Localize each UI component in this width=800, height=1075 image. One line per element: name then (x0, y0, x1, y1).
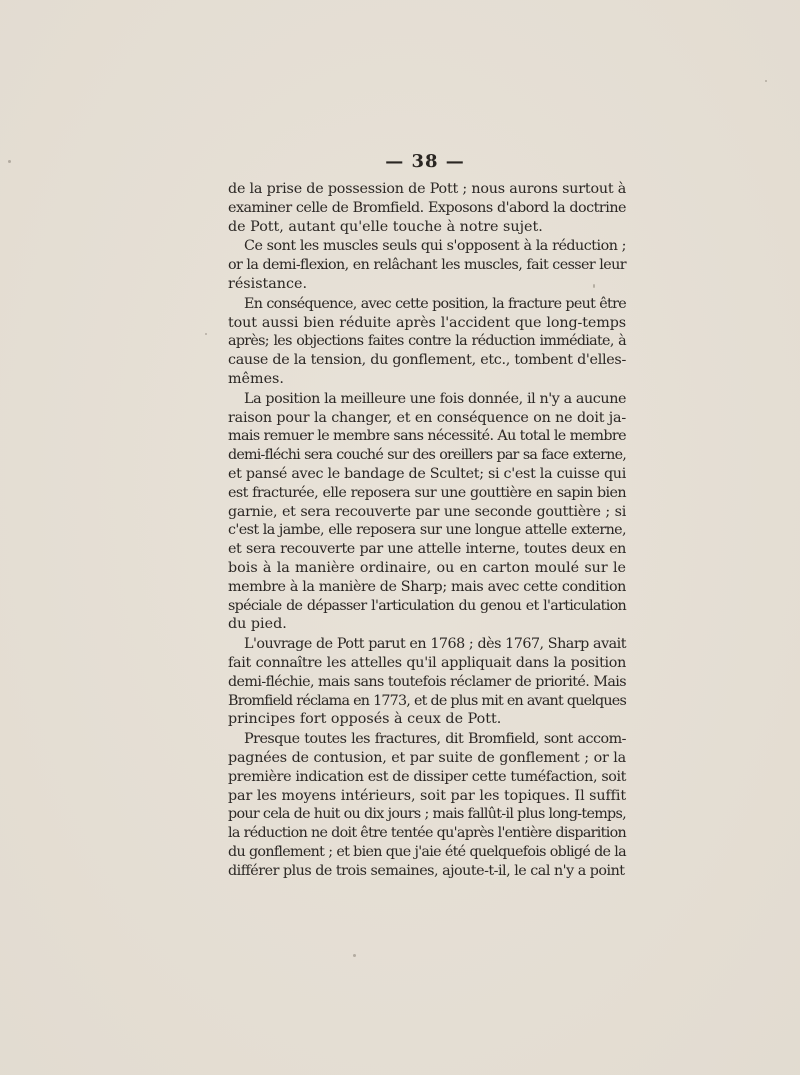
text-line: et sera recouverte par une attelle interne, toutes deux en (228, 541, 626, 558)
text-line: or la demi-flexion, en relâchant les muscles, fait cesser leur (228, 257, 626, 274)
paper-speck (205, 333, 207, 335)
paragraph (228, 635, 626, 729)
text-line: est fracturée, elle reposera sur une gouttière en sapin bien (228, 484, 626, 501)
text-line: pour cela de huit ou dix jours ; mais fallût-il plus long-temps, (228, 806, 626, 823)
text-line: garnie, et sera recouverte par une seconde gouttière ; si (228, 503, 626, 520)
text-line: tout aussi bien réduite après l'accident que long-temps (228, 314, 626, 331)
text-line: c'est la jambe, elle reposera sur une longue attelle externe, (228, 522, 626, 539)
text-line: raison pour la changer, et en conséquence on ne doit ja- (228, 409, 626, 426)
text-line: différer plus de trois semaines, ajoute-t-il, le cal n'y a point (228, 862, 625, 879)
text-line: principes fort opposés à ceux de Pott. (228, 711, 502, 728)
paragraph (228, 730, 626, 880)
text-line: de Pott, autant qu'elle touche à notre sujet. (228, 218, 543, 235)
text-line: membre à la manière de Sharp; mais avec cette condition (228, 578, 626, 595)
text-line: après; les objections faites contre la réduction immédiate, à (228, 333, 626, 350)
text-line: du pied. (228, 616, 287, 633)
text-line: première indication est de dissiper cette tuméfaction, soit (228, 768, 626, 785)
text-line: mêmes. (228, 370, 284, 387)
body-text (228, 180, 626, 880)
text-line: pagnées de contusion, et par suite de gonflement ; or la (228, 749, 626, 766)
text-line: de la prise de possession de Pott ; nous aurons surtout à (228, 181, 627, 197)
text-line: Bromfield réclama en 1773, et de plus mit en avant quelques (228, 692, 626, 709)
text-line: fait connaître les attelles qu'il appliquait dans la position (228, 654, 626, 671)
paragraph (228, 390, 626, 634)
paragraph (228, 180, 626, 236)
text-line: demi-fléchie, mais sans toutefois réclamer de priorité. Mais (228, 673, 626, 690)
paper-speck (353, 954, 356, 957)
paper-speck (765, 80, 767, 82)
text-line: L'ouvrage de Pott parut en 1768 ; dès 1767, Sharp avait (244, 636, 626, 653)
text-line: mais remuer le membre sans nécessité. Au total le membre (228, 428, 627, 445)
text-line: cause de la tension, du gonflement, etc., tombent d'elles- (228, 352, 626, 369)
text-line: examiner celle de Bromfield. Exposons d'abord la doctrine (228, 199, 626, 216)
text-line: demi-fléchi sera couché sur des oreillers par sa face externe, (228, 447, 626, 464)
text-line: Ce sont les muscles seuls qui s'opposent à la réduction ; (244, 238, 626, 255)
text-line: par les moyens intérieurs, soit par les topiques. Il suffit (228, 787, 626, 804)
text-line: du gonflement ; et bien que j'aie été quelquefois obligé de la (228, 843, 626, 860)
text-line: bois à la manière ordinaire, ou en carton moulé sur le (228, 559, 626, 576)
text-line: résistance. (228, 275, 308, 292)
page-number: — 38 — (385, 151, 465, 172)
text-line: En conséquence, avec cette position, la fracture peut être (244, 295, 626, 312)
text-line: spéciale de dépasser l'articulation du genou et l'articulation (228, 597, 626, 614)
paragraph (228, 237, 626, 293)
text-line: et pansé avec le bandage de Scultet; si c'est la cuisse qui (228, 465, 626, 482)
paragraph (228, 295, 626, 389)
text-line: La position la meilleure une fois donnée, il n'y a aucune (244, 390, 627, 407)
text-line: la réduction ne doit être tentée qu'après l'entière disparition (228, 825, 626, 842)
text-line: Presque toutes les fractures, dit Bromfield, sont accom- (244, 731, 626, 748)
